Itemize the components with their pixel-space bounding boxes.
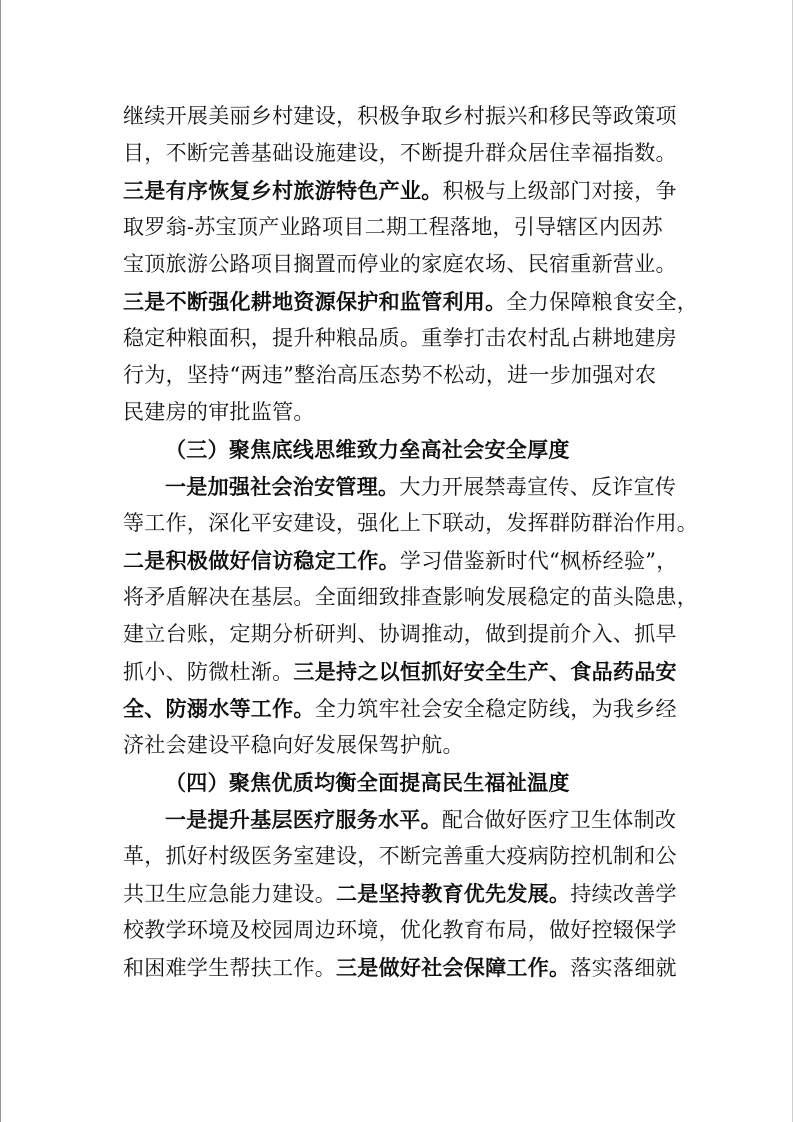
text-run: 大力开展禁毒宣传、反诈宣传 xyxy=(399,475,677,499)
text-line: 民建房的审批监管。 xyxy=(123,400,315,424)
text-line: 宝顶旅游公路项目搁置而停业的家庭农场、民宿重新营业。 xyxy=(123,252,677,276)
text-run: 落实落细就 xyxy=(570,956,677,980)
document-body xyxy=(123,98,699,986)
text-run: 全力保障粮食安全， xyxy=(506,290,699,314)
bold-phrase: 全、防溺水等工作。 xyxy=(123,696,315,721)
text-line: 继续开展美丽乡村建设，积极争取乡村振兴和移民等政策项 xyxy=(123,104,677,128)
bold-phrase: 三是有序恢复乡村旅游特色产业。 xyxy=(123,178,443,203)
text-line: 校教学环境及校园周边环境，优化教育布局，做好控辍保学 xyxy=(123,918,677,942)
text-run: 抓小、防微杜渐。 xyxy=(123,660,294,684)
text-line xyxy=(123,875,683,912)
section-heading-4: （四）聚焦优质均衡全面提高民生福祉温度 xyxy=(165,770,570,795)
bold-phrase: 二是坚持教育优先发展。 xyxy=(336,881,571,906)
text-line xyxy=(123,172,683,209)
section-heading-3: （三）聚焦底线思维致力垒高社会安全厚度 xyxy=(165,437,570,462)
text-line xyxy=(123,949,683,986)
text-line xyxy=(123,801,683,838)
bold-phrase: 二是积极做好信访稳定工作。 xyxy=(123,548,400,573)
bold-phrase: 一是提升基层医疗服务水平。 xyxy=(165,807,442,832)
text-run: 共卫生应急能力建设。 xyxy=(123,882,336,906)
text-run: 学习借鉴新时代“枫桥经验”， xyxy=(399,549,678,573)
text-line xyxy=(123,468,683,505)
text-line: 稳定种粮面积，提升种粮品质。重拳打击农村乱占耕地建房 xyxy=(123,326,677,350)
text-line: 将矛盾解决在基层。全面细致排查影响发展稳定的苗头隐患， xyxy=(123,585,699,609)
bold-phrase: 三是做好社会保障工作。 xyxy=(336,955,571,980)
text-run: 配合做好医疗卫生体制改 xyxy=(441,808,677,832)
text-run: 和困难学生帮扶工作。 xyxy=(123,956,336,980)
text-line xyxy=(123,283,699,320)
text-line xyxy=(123,653,683,690)
bold-phrase: 三是持之以恒抓好安全生产、食品药品安 xyxy=(293,659,677,684)
text-run: 积极与上级部门对接，争 xyxy=(442,179,677,203)
text-line: 济社会建设平稳向好发展保驾护航。 xyxy=(123,733,464,757)
text-line: 建立台账，定期分析研判、协调推动，做到提前介入、抓早 xyxy=(123,622,677,646)
bold-phrase: 一是加强社会治安管理。 xyxy=(165,474,400,499)
text-line: 行为，坚持“两违”整治高压态势不松动，进一步加强对农 xyxy=(123,363,657,387)
text-run: 持续改善学 xyxy=(570,882,677,906)
text-run: 全力筑牢社会安全稳定防线，为我乡经 xyxy=(314,697,677,721)
bold-phrase: 三是不断强化耕地资源保护和监管利用。 xyxy=(123,289,507,314)
text-line: 取罗翁-苏宝顶产业路项目二期工程落地，引导辖区内因苏 xyxy=(123,215,663,239)
text-line xyxy=(123,542,683,579)
text-line: 目，不断完善基础设施建设，不断提升群众居住幸福指数。 xyxy=(123,141,677,165)
text-line: 革，抓好村级医务室建设，不断完善重大疫病防控机制和公 xyxy=(123,844,677,868)
text-line xyxy=(123,690,683,727)
text-line: 等工作，深化平安建设，强化上下联动，发挥群防群治作用。 xyxy=(123,511,699,535)
